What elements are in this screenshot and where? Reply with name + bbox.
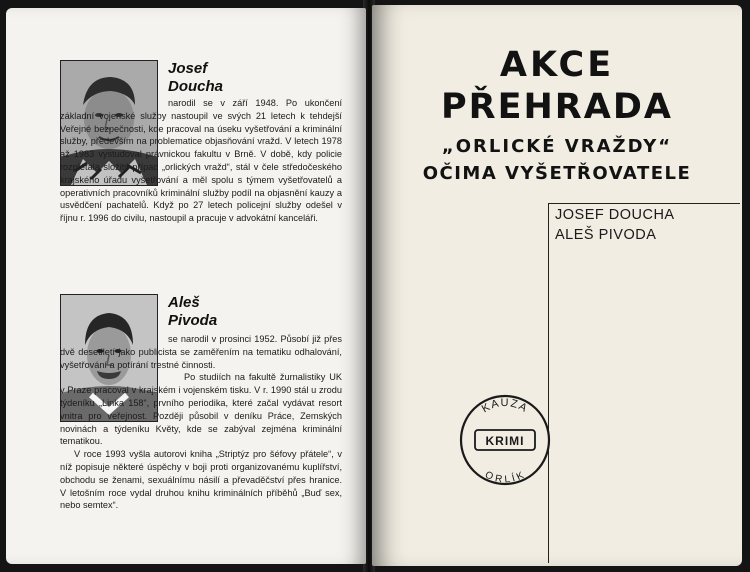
- author2-bio-paragraph-2: Po studiích na fakultě žurnalistiky UK v Praze pracoval v krajském i vojenském tisku. V r. 1990 stál u zrodu týdeníku „Linka 158“, prvního periodika, které začal vydávat resort vnitra pro veřejnost. Později působil v deníku Práce, Zemských novinách a týdeníku Květy, kde se zabýval zejména kriminální tematikou.: [60, 372, 342, 447]
- author2-name: [168, 294, 217, 330]
- author1-bio-paragraph: narodil se v září 1948. Po ukončení základní vojenské služby nastoupil ve svých 21 letech k tehdejší Veřejné bezpečnosti, kde pracoval na úseku vyšetřování a kriminální služby, především na problematice objasňování vražd. V letech 1978 až 1983 vystudoval právnickou fakultu v Brně. V době, kdy policie rozplétala složitý případ „orlických vražd“, stál v čele středočeského krajského úřadu vyšetřování a měl spolu s týmem vyšetřovatelů a operativních pracovníků kriminální služby podíl na objasnění kauzy a usvědčení pachatelů. Když po 27 letech policejní služby odešel v říjnu r. 1996 do civilu, nastoupil a pracuje v advokátní kanceláři.: [60, 98, 342, 224]
- author1-name: [168, 60, 223, 96]
- stamp-middle-text: KRIMI: [485, 434, 525, 448]
- book-subtitle-line1: „ORLICKÉ VRAŽDY“: [441, 136, 673, 157]
- author2-bio-paragraph-3: V roce 1993 vyšla autorovi kniha „Striptýz pro šéfovy přátele“, v níž popisuje některé úspěchy v boji proti organizovanému kuplířství, obchodu se ženami, sexuálnímu násilí a převaděčství přes hranice. V letošním roce vydal druhou knihu kriminálních příběhů „Buď sex, nebo semtex“.: [60, 449, 342, 511]
- author2-first-name: Aleš: [168, 294, 200, 311]
- cover-author-1: JOSEF DOUCHA: [555, 207, 675, 223]
- book-title-line1: AKCE: [499, 45, 615, 85]
- author2-bio: [60, 333, 342, 512]
- book-title-line2: PŘEHRADA: [441, 87, 673, 127]
- author1-last-name: Doucha: [168, 78, 224, 95]
- stamp-top-text: KAUZA: [479, 396, 531, 416]
- cover-authors: [555, 205, 735, 245]
- author1-bio: [60, 97, 342, 225]
- book-subtitle-line2: OČIMA VYŠETŘOVATELE: [422, 163, 692, 184]
- stamp-bottom-textpath: ORLÍK: [483, 469, 527, 486]
- kauza-krimi-stamp-icon: [455, 390, 555, 490]
- left-page: [6, 8, 366, 564]
- rule-horizontal: [548, 203, 740, 204]
- author2-last-name: Pivoda: [168, 312, 218, 329]
- right-page: [372, 5, 742, 566]
- cover-author-2: ALEŠ PIVODA: [555, 227, 657, 243]
- author1-first-name: Josef: [168, 60, 208, 77]
- rule-vertical: [548, 203, 549, 563]
- stamp-bottom-text: [483, 469, 527, 485]
- author2-bio-paragraph-1: se narodil v prosinci 1952. Působí již přes dvě desetiletí jako publicista se zaměřením na tematiku odhalování, vyšetřování a potírání trestné činnosti.: [60, 334, 342, 370]
